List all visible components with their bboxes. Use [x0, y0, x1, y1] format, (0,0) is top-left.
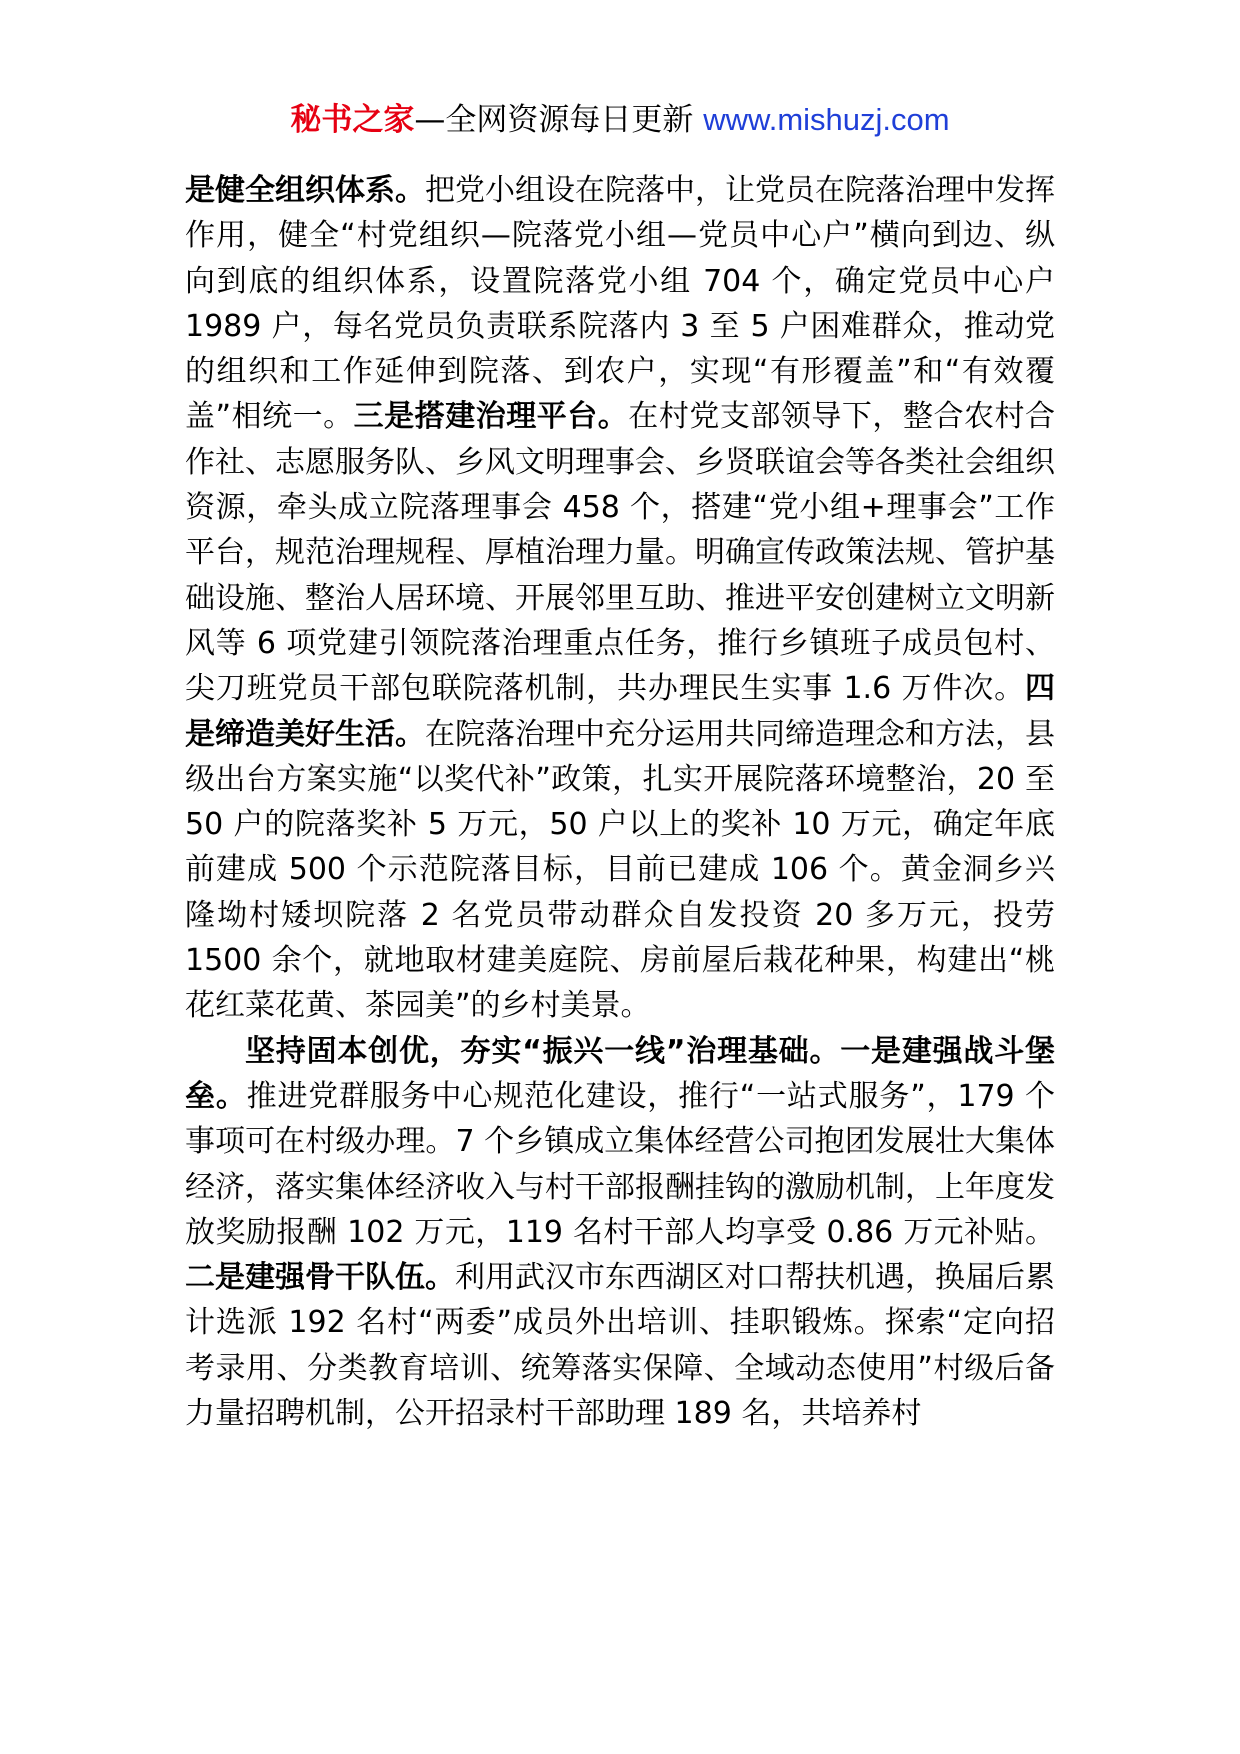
paragraph-2 — [185, 1029, 1055, 1437]
heading-phrase: 坚持固本创优，夯实“振兴一线”治理基础。一是建强战斗堡垒。 — [185, 1033, 1055, 1114]
page-header — [0, 100, 1240, 140]
heading-phrase: 是健全组织体系。 — [185, 173, 425, 208]
body-sentence: 推进党群服务中心规范化建设，推行“一站式服务”，179 个事项可在村级办理。7 个乡镇成立集体经营公司抱团发展壮大集体经济，落实集体经济收入与村干部报酬挂钩的激励机制，上年度发放奖励报酬 102 万元，119 名村干部人均享受 0.86 万元补贴。 — [185, 1078, 1055, 1250]
brand-name: 秘书之家 — [290, 102, 415, 138]
header-tagline: —全网资源每日更新 — [414, 102, 694, 138]
paragraph-1 — [185, 168, 1055, 1029]
body-sentence: 在村党支部领导下，整合农村合作社、志愿服务队、乡风文明理事会、乡贤联谊会等各类社会组织资源，牵头成立院落理事会 458 个，搭建“党小组+理事会”工作平台，规范治理规程、厚植治理力量。明确宣传政策法规、管护基础设施、整治人居环境、开展邻里互助、推进平安创建树立文明新风等 6 项党建引领院落治理重点任务，推行乡镇班子成员包村、尖刀班党员干部包联院落机制，共办理民生实事 1.6 万件次。 — [185, 399, 1056, 707]
heading-phrase: 四是缔造美好生活。 — [185, 671, 1055, 752]
site-url-link[interactable]: www.mishuzj.com — [703, 102, 950, 137]
body-sentence: 利用武汉市东西湖区对口帮扶机遇，换届后累计选派 192 名村“两委”成员外出培训、挂职锻炼。探索“定向招考录用、分类教育培训、统筹落实保障、全域动态使用”村级后备力量招聘机制，公开招录村干部助理 189 名，共培养村 — [185, 1260, 1055, 1432]
body-sentence: 把党小组设在院落中，让党员在院落治理中发挥作用，健全“村党组织—院落党小组—党员中心户”横向到边、纵向到底的组织体系，设置院落党小组 704 个，确定党员中心户 1989 户，每名党员负责联系院落内 3 至 5 户困难群众，推动党的组织和工作延伸到院落、到农户，实现“有形覆盖”和“有效覆盖”相统一。 — [185, 173, 1055, 435]
body-sentence: 在院落治理中充分运用共同缔造理念和方法，县级出台方案实施“以奖代补”政策，扎实开展院落环境整治，20 至 50 户的院落奖补 5 万元，50 户以上的奖补 10 万元，确定年底前建成 500 个示范院落目标，目前已建成 106 个。黄金洞乡兴隆坳村矮坝院落 2 名党员带动群众自发投资 20 多万元，投劳 1500 余个，就地取材建美庭院、房前屋后栽花种果，构建出“桃花红菜花黄、茶园美”的乡村美景。 — [185, 716, 1055, 1024]
heading-phrase: 三是搭建治理平台。 — [353, 399, 629, 435]
heading-phrase: 二是建强骨干队伍。 — [185, 1260, 455, 1296]
document-body — [185, 168, 1055, 1436]
